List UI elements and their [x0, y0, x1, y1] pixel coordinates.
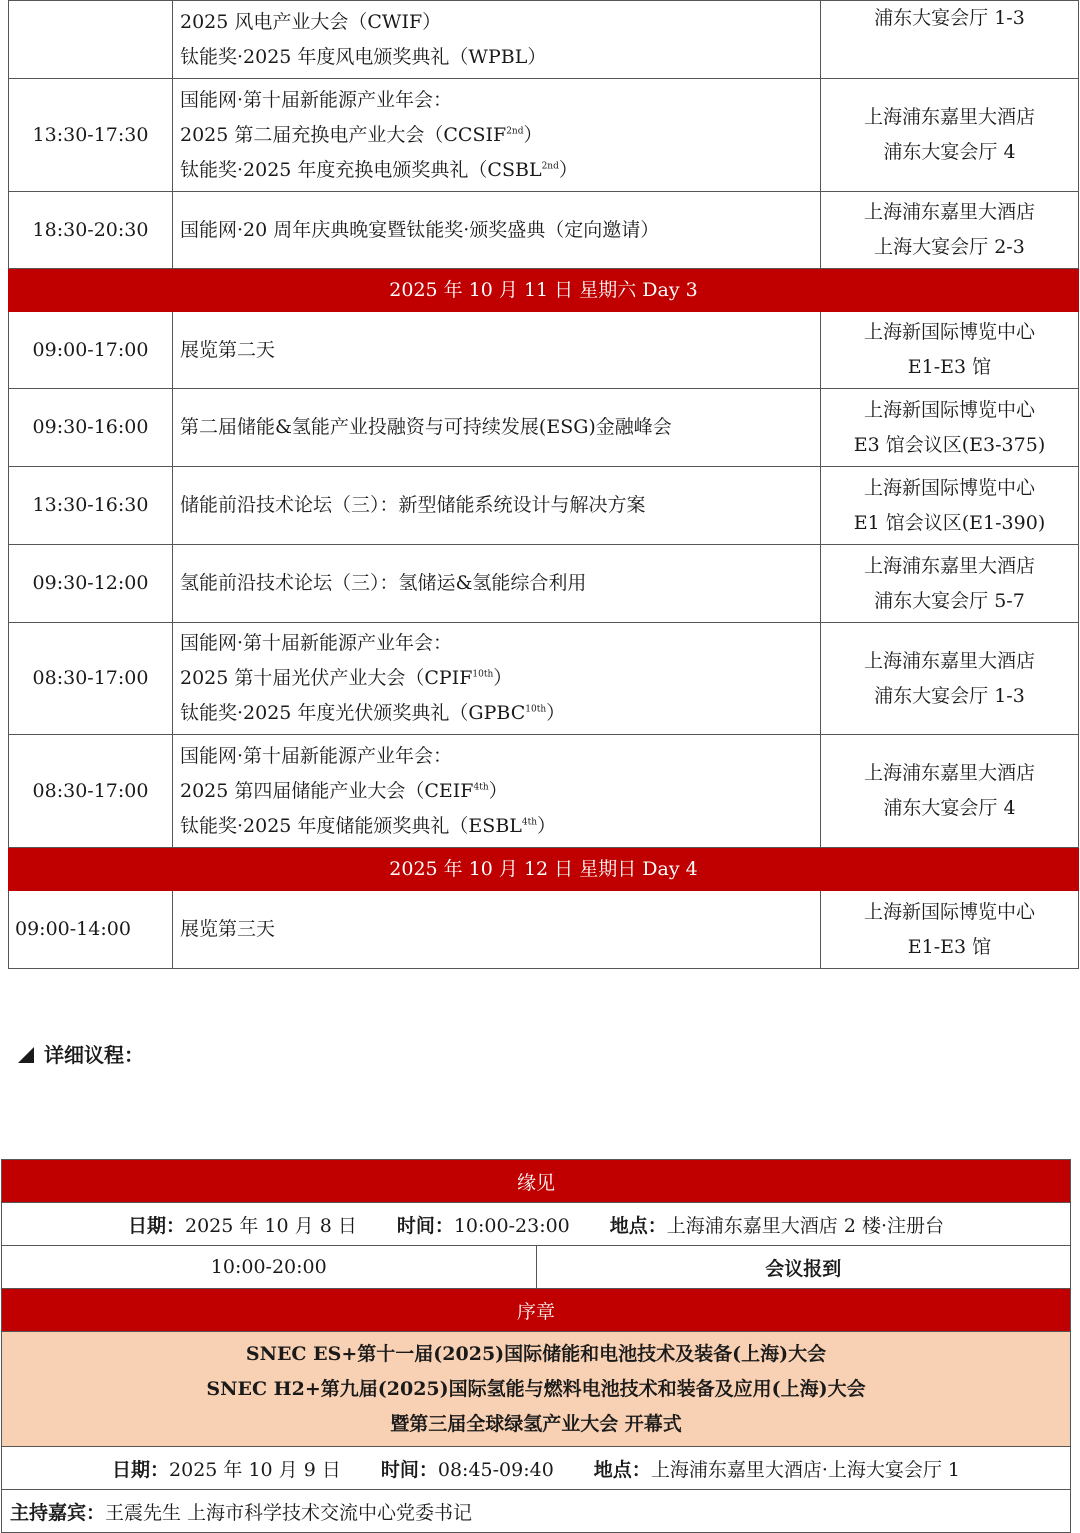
time-cell: 09:30-16:00 [9, 389, 173, 467]
opening-line: SNEC ES+第十一届(2025)国际储能和电池技术及装备(上海)大会 [245, 1342, 827, 1365]
venue-line: 浦东大宴会厅 1-3 [874, 7, 1025, 29]
host-label: 主持嘉宾： [10, 1501, 106, 1524]
event-line: 2025 风电产业大会（CWIF） [180, 10, 442, 33]
event-cell [173, 623, 821, 735]
venue-cell [821, 192, 1079, 269]
event-cell [173, 1, 821, 79]
section-header-row [2, 1289, 1071, 1332]
time-value: 10:00-23:00 [453, 1214, 570, 1237]
section-title: 详细议程： [44, 1043, 144, 1067]
schedule-row [9, 735, 1079, 848]
edition-superscript: 2nd [541, 161, 559, 172]
venue-line: E1 馆会议区(E1-390) [853, 511, 1046, 534]
time-cell: 09:30-12:00 [9, 545, 173, 623]
section-heading [18, 1040, 144, 1070]
edition-superscript: 4th [473, 782, 489, 793]
venue-cell [821, 467, 1079, 545]
opening-row [2, 1332, 1071, 1447]
section-header-row [2, 1160, 1071, 1203]
venue-line: 上海新国际博览中心 [863, 900, 1035, 923]
info-row [2, 1447, 1071, 1490]
time-cell: 08:30-17:00 [9, 623, 173, 735]
event-line: 国能网·20 周年庆典晚宴暨钛能奖·颁奖盛典（定向邀请） [180, 218, 660, 241]
venue-line: 浦东大宴会厅 5-7 [874, 589, 1025, 612]
event-cell [173, 891, 821, 969]
event-line: 国能网·第十届新能源产业年会： [180, 632, 453, 654]
day-header: 2025 年 10 月 11 日 星期六 Day 3 [9, 269, 1079, 312]
edition-superscript: 2nd [506, 126, 524, 137]
event-line: 钛能奖·2025 年度储能颁奖典礼$(ESBL^{4th})$ [180, 814, 557, 837]
schedule-row [9, 79, 1079, 192]
opening-cell [2, 1332, 1071, 1447]
host-cell [2, 1490, 1071, 1533]
triangle-icon [18, 1047, 34, 1063]
event-line: 展览第三天 [180, 918, 276, 940]
time-value: 08:45-09:40 [437, 1458, 554, 1481]
venue-line: 浦东大宴会厅 4 [883, 141, 1016, 163]
venue-cell [821, 79, 1079, 192]
edition-superscript: 10th [525, 704, 547, 715]
host-value: 王震先生 上海市科学技术交流中心党委书记 [105, 1501, 473, 1524]
date-label: 日期： [112, 1458, 170, 1481]
event-cell [173, 389, 821, 467]
event-line: 国能网·第十届新能源产业年会： [180, 88, 453, 111]
venue-line: 浦东大宴会厅 1-3 [874, 684, 1025, 707]
event-line: 2025 第十届光伏产业大会$(CPIF^{10th})$ [180, 667, 513, 689]
venue-line: E1-E3 馆 [907, 935, 992, 958]
time-cell: 13:30-16:30 [9, 467, 173, 545]
event-line: 钛能奖·2025 年度风电颁奖典礼（WPBL） [180, 45, 547, 68]
registration-time: 10:00-20:00 [2, 1246, 537, 1289]
time-cell [9, 1, 173, 79]
edition-superscript: 10th [472, 669, 494, 680]
time-cell: 18:30-20:30 [9, 192, 173, 269]
date-value: 2025 年 10 月 8 日 [185, 1214, 357, 1237]
event-line: 第二届储能&氢能产业投融资与可持续发展(ESG)金融峰会 [180, 416, 672, 438]
location-label: 地点： [609, 1214, 667, 1237]
schedule-table [8, 0, 1079, 969]
venue-cell [821, 312, 1079, 389]
event-cell [173, 312, 821, 389]
section-header-yuanjian: 缘见 [2, 1160, 1071, 1203]
time-cell: 09:00-17:00 [9, 312, 173, 389]
schedule-row [9, 192, 1079, 269]
schedule-row [9, 312, 1079, 389]
section-header-xuzhang: 序章 [2, 1289, 1071, 1332]
venue-line: 上海浦东嘉里大酒店 [863, 762, 1035, 784]
venue-cell [821, 735, 1079, 848]
event-line: 国能网·第十届新能源产业年会： [180, 744, 453, 767]
opening-line: 暨第三届全球绿氢产业大会 开幕式 [390, 1412, 682, 1435]
schedule-row [9, 1, 1079, 79]
venue-line: 上海浦东嘉里大酒店 [863, 649, 1035, 672]
venue-line: 上海浦东嘉里大酒店 [863, 201, 1035, 223]
venue-line: 上海浦东嘉里大酒店 [863, 554, 1035, 577]
time-label: 时间： [396, 1214, 454, 1237]
info-cell [2, 1203, 1071, 1246]
schedule-row [9, 891, 1079, 969]
time-cell: 13:30-17:30 [9, 79, 173, 192]
info-row [2, 1203, 1071, 1246]
info-cell [2, 1447, 1071, 1490]
venue-line: 浦东大宴会厅 4 [883, 797, 1016, 819]
schedule-row [9, 545, 1079, 623]
schedule-row [9, 623, 1079, 735]
location-value: 上海浦东嘉里大酒店 2 楼·注册台 [666, 1214, 945, 1237]
schedule-row [9, 389, 1079, 467]
time-cell: 08:30-17:00 [9, 735, 173, 848]
event-line: 钛能奖·2025 年度光伏颁奖典礼$(GPBC^{10th})$ [180, 702, 566, 724]
registration-row [2, 1246, 1071, 1289]
venue-line: 上海新国际博览中心 [863, 476, 1035, 499]
event-line: 展览第二天 [180, 338, 276, 361]
date-value: 2025 年 10 月 9 日 [169, 1458, 341, 1481]
time-cell: 09:00-14:00 [9, 891, 173, 969]
location-label: 地点： [593, 1458, 651, 1481]
opening-line: SNEC H2+第九届(2025)国际氢能与燃料电池技术和装备及应用(上海)大会 [206, 1377, 866, 1400]
day-header: 2025 年 10 月 12 日 星期日 Day 4 [9, 848, 1079, 891]
event-line: 2025 第二届充换电产业大会$(CCSIF^{2nd})$ [180, 123, 543, 146]
event-cell [173, 735, 821, 848]
location-value: 上海浦东嘉里大酒店·上海大宴会厅 1 [650, 1458, 960, 1481]
schedule-row [9, 467, 1079, 545]
venue-line: 上海浦东嘉里大酒店 [863, 106, 1035, 128]
event-cell [173, 467, 821, 545]
venue-line: E1-E3 馆 [907, 356, 992, 378]
event-line: 储能前沿技术论坛（三）：新型储能系统设计与解决方案 [180, 494, 646, 516]
host-row [2, 1490, 1071, 1533]
event-line: 2025 第四届储能产业大会$(CEIF^{4th})$ [180, 779, 508, 802]
registration-label: 会议报到 [536, 1246, 1071, 1289]
event-line: 钛能奖·2025 年度充换电颁奖典礼$(CSBL^{2nd})$ [180, 158, 578, 181]
event-cell [173, 79, 821, 192]
event-cell [173, 545, 821, 623]
venue-cell [821, 891, 1079, 969]
date-label: 日期： [127, 1214, 185, 1237]
venue-cell [821, 1, 1079, 79]
venue-line: E3 馆会议区(E3-375) [853, 433, 1046, 456]
day-header-row [9, 848, 1079, 891]
event-line: 氢能前沿技术论坛（三）：氢储运&氢能综合利用 [180, 572, 587, 594]
detail-agenda-table [1, 1159, 1071, 1533]
edition-superscript: 4th [521, 817, 538, 828]
day-header-row [9, 269, 1079, 312]
venue-cell [821, 623, 1079, 735]
venue-line: 上海大宴会厅 2-3 [874, 236, 1025, 258]
time-label: 时间： [380, 1458, 438, 1481]
venue-line: 上海新国际博览中心 [863, 398, 1035, 421]
venue-line: 上海新国际博览中心 [863, 321, 1035, 343]
venue-cell [821, 545, 1079, 623]
venue-cell [821, 389, 1079, 467]
event-cell [173, 192, 821, 269]
